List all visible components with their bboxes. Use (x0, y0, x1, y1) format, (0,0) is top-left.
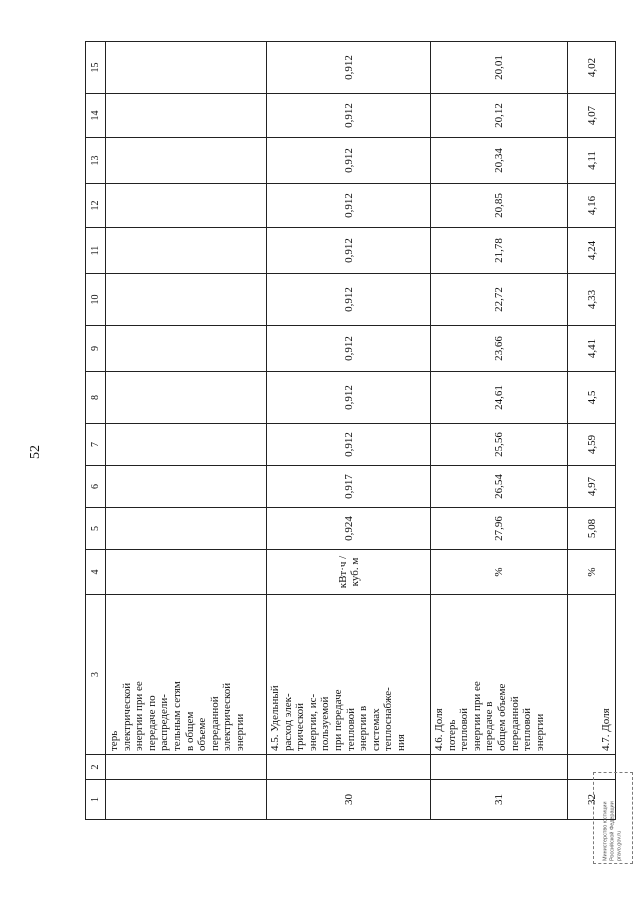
indicator-name-line: 4.6. Доля (433, 708, 445, 751)
header-cell: 2 (86, 755, 106, 780)
value-cell: 25,56 (431, 424, 568, 466)
value-cell (106, 372, 267, 424)
header-row (86, 42, 106, 820)
table-row (106, 42, 267, 820)
value-cell: 22,72 (431, 274, 568, 326)
value-cell: 20,12 (431, 94, 568, 138)
value-cell: 26,54 (431, 466, 568, 508)
value-cell: 0,917 (267, 466, 431, 508)
value-cell: 4,59 (568, 424, 616, 466)
value-cell: 23,66 (431, 326, 568, 372)
unit-cell (106, 550, 267, 595)
row-col2 (431, 755, 568, 780)
value-cell: 0,912 (267, 42, 431, 94)
value-cell: 0,912 (267, 228, 431, 274)
indicator-name-line: энергии (233, 713, 246, 751)
page-number: 52 (28, 445, 43, 459)
indicator-name-line: тельным сетям (170, 681, 183, 751)
row-col2 (267, 755, 431, 780)
indicator-name-line: электрической (221, 682, 234, 751)
value-cell: 4,41 (568, 326, 616, 372)
value-cell: 0,912 (267, 138, 431, 184)
row-number: 31 (431, 780, 568, 820)
value-cell: 0,912 (267, 424, 431, 466)
indicator-name (106, 595, 267, 755)
value-cell (106, 326, 267, 372)
value-cell (106, 466, 267, 508)
value-cell: 0,912 (267, 372, 431, 424)
value-cell: 4,11 (568, 138, 616, 184)
indicator-name-line: передаче по (145, 695, 158, 751)
indicator-name-line: энергии (533, 713, 546, 751)
value-cell: 0,912 (267, 184, 431, 228)
value-cell: 4,24 (568, 228, 616, 274)
header-cell: 3 (86, 595, 106, 755)
value-cell: 24,61 (431, 372, 568, 424)
indicator-name-line: пользуемой (319, 696, 332, 751)
value-cell: 20,85 (431, 184, 568, 228)
header-cell: 13 (86, 138, 106, 184)
indicator-name-line: энергии при ее (133, 681, 146, 751)
header-cell: 5 (86, 508, 106, 550)
value-cell: 0,912 (267, 274, 431, 326)
value-cell: 5,08 (568, 508, 616, 550)
indicator-name-line: системах (369, 708, 382, 751)
indicator-name-line: энергии, ис- (306, 693, 319, 751)
value-cell: 0,912 (267, 326, 431, 372)
header-cell: 6 (86, 466, 106, 508)
value-cell: 4,16 (568, 184, 616, 228)
indicator-name-line: передаче в (483, 701, 496, 751)
indicator-name-line: потерь (445, 719, 458, 751)
table-row (431, 42, 568, 820)
header-cell: 10 (86, 274, 106, 326)
value-cell (106, 274, 267, 326)
header-cell: 7 (86, 424, 106, 466)
value-cell (106, 228, 267, 274)
value-cell: 4,02 (568, 42, 616, 94)
indicator-name-line: переданной (508, 696, 521, 751)
indicator-name-line: переданной (208, 696, 221, 751)
header-cell: 1 (86, 780, 106, 820)
indicator-name-line: расход элек- (281, 693, 294, 751)
header-cell: 9 (86, 326, 106, 372)
unit-cell: % (568, 550, 616, 595)
value-cell: 0,924 (267, 508, 431, 550)
value-cell (106, 424, 267, 466)
value-cell: 20,34 (431, 138, 568, 184)
value-cell: 4,5 (568, 372, 616, 424)
value-cell: 27,96 (431, 508, 568, 550)
row-number: 32 (568, 780, 616, 820)
stamp-line: pravo.gov.ru (616, 830, 623, 861)
value-cell (106, 94, 267, 138)
indicator-name-line: тепловой (344, 707, 357, 751)
table-row (267, 42, 431, 820)
value-cell: 4,33 (568, 274, 616, 326)
header-cell: 4 (86, 550, 106, 595)
indicator-name (431, 595, 568, 755)
value-cell (106, 508, 267, 550)
row-number (106, 780, 267, 820)
value-cell: 4,97 (568, 466, 616, 508)
indicator-name-line: тепловой (521, 707, 534, 751)
header-cell: 12 (86, 184, 106, 228)
indicator-name-line: энергии при ее (470, 681, 483, 751)
indicator-name-line: распредели- (158, 694, 171, 751)
value-cell (106, 184, 267, 228)
value-cell: 0,912 (267, 94, 431, 138)
indicator-table (85, 41, 616, 820)
rotated-page-content (85, 55, 615, 820)
value-cell: 20,01 (431, 42, 568, 94)
indicator-name-line: в общем (183, 711, 196, 751)
indicator-name-line: терь (108, 730, 120, 751)
value-cell (106, 42, 267, 94)
header-cell: 8 (86, 372, 106, 424)
indicator-name-line: трической (294, 702, 307, 751)
header-cell: 11 (86, 228, 106, 274)
header-cell: 15 (86, 42, 106, 94)
indicator-name-line: 4.7. Доля (600, 708, 613, 751)
indicator-name-line: тепловой (458, 707, 471, 751)
indicator-name-line: 4.5. Удельный (269, 685, 281, 751)
indicator-name-line: теплоснабже- (382, 687, 395, 751)
registration-stamp (593, 772, 633, 864)
value-cell (106, 138, 267, 184)
stamp-text (603, 775, 624, 861)
stamp-line: Российской Федерации (609, 801, 616, 861)
indicator-name-line: ния (394, 734, 407, 751)
indicator-name-line: общем объеме (495, 683, 508, 751)
indicator-name-line: при передаче (331, 689, 344, 751)
value-cell: 4,07 (568, 94, 616, 138)
table-row (568, 42, 616, 820)
indicator-name (267, 595, 431, 755)
unit-cell: кВт·ч / куб. м (267, 550, 431, 595)
row-number: 30 (267, 780, 431, 820)
row-col2 (106, 755, 267, 780)
indicator-name (568, 595, 616, 755)
value-cell: 21,78 (431, 228, 568, 274)
indicator-name-line: электрической (120, 682, 133, 751)
unit-cell: % (431, 550, 568, 595)
indicator-name-line: энергии в (357, 705, 370, 751)
stamp-line: Министерство юстиции (602, 801, 609, 861)
indicator-name-line: объеме (196, 717, 209, 751)
header-cell: 14 (86, 94, 106, 138)
